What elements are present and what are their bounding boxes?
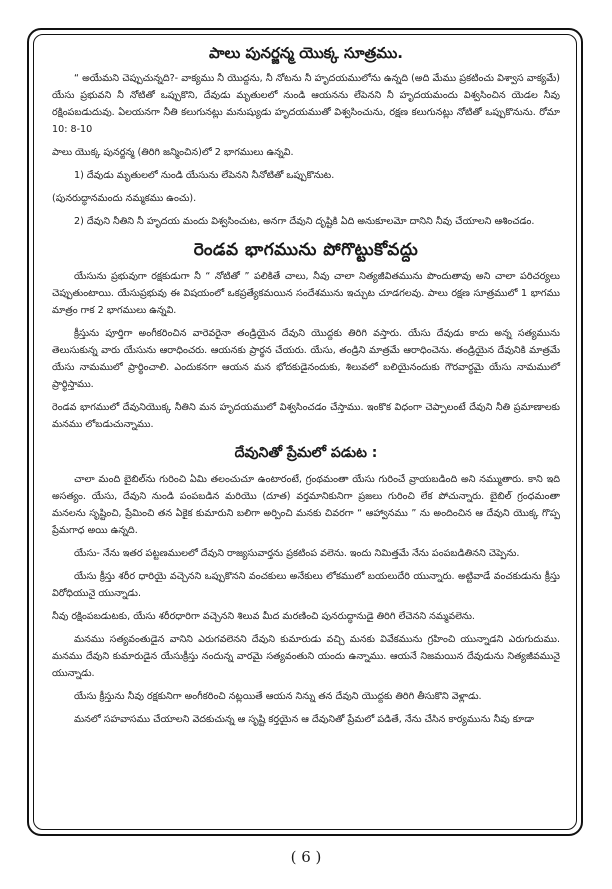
paragraph: మనలో సహవాసము చేయాలని వెదకుచున్న ఆ సృష్టి కర్తయైన ఆ దేవునితో ప్రేమలో పడితే, నేను చేసిన కార్యమును నీవు కూడా [74,714,534,725]
paragraph: మనము సత్యవంతుడైన వానిని ఎరుగవలెనని దేవుని కుమారుడు వచ్చి మనకు వివేకమును గ్రహించి యున్నాడని ఎరుగుదుము. మనము దేవుని కుమారుడైన యేసుక్రీస్తు నందున్న వారమై సత్యవంతుని యందు ఉన్నాము. ఆయనే నిజమయిన దేవుడును నిత్యజీవమునై యున్నాడు. [52,634,560,679]
paragraph: రెండవ భాగములో దేవునియొక్క నీతిని మన హృదయములో విశ్వసించడం చేస్తాము. ఇంకొక విధంగా చెప్పాలంటే దేవుని నీతి ప్రమాణాలకు మనము లోబడుచున్నాము. [52,402,560,430]
page-title: పాలు పునర్జన్మ యొక్క సూత్రము. [209,44,403,62]
paragraph: 1) దేవుడు మృతులలో నుండి యేసును లేపెనని నీనోటితో ఒప్పుకొనుట. [74,170,335,181]
paragraph: నీవు రక్షింపబడుటకు, యేసు శరీరధారిగా వచ్చెనని శిలువ మీద మరణించి పునరుద్ధానుడై తిరిగి లేచెనని నమ్మవలెను. [52,611,475,622]
page-number: ( 6 ) [290,848,322,866]
paragraph: “ అయేమని చెప్పుచున్నది?- వాక్యము నీ యొద్దను, నీ నోటను నీ హృదయములోను ఉన్నది (అది మేము ప్రకటించు విశ్వాస వాక్యమే) యేసు ప్రభువని నీ నోటితో ఒప్పుకొని, దేవుడు మృతులలో నుండి ఆయనను లేపెనని నీ హృదయమందు విశ్వసించిన యెడల నీవు రక్షింపబడుదువు. ఏలయనగా నీతి కలుగునట్లు మనుష్యుడు హృదయముతో విశ్వసించును, రక్షణ కలుగునట్లు నోటితో ఒప్పుకొనును. రోమా 10: 8-10 [52,73,560,135]
paragraph: యేసును ప్రభువుగా రక్షకుడుగా నీ “ నోటితో ” పలికితే చాలు, నీవు చాలా నిత్యజీవితమును పొందుతావు అని చాలా పరిచర్యలు చెప్పుతుంటాయి. యేసుప్రభువు ఈ విషయంలో ఒకప్రత్యేకమయిన సందేశమును ఇచ్చుట చూడగలవు. పాలు రక్షణ సూత్రములో 1 భాగము మాత్రం గాక 2 భాగములు ఉన్నవి. [52,271,560,316]
section-heading: దేవునితో ప్రేమలో పడుట : [234,445,378,461]
paragraph: పాలు యొక్క పునర్జన్మ (తిరిగి జన్మించిన)లో 2 భాగములు ఉన్నవి. [52,147,294,158]
paragraph: క్రీస్తును పూర్తిగా అంగీకరించిన వారెవరైనా తండ్రియైన దేవుని యొద్దకు తిరిగి వస్తారు. యేసు దేవుడు కాదు అన్న సత్యమును తెలుసుకున్న వారు యేసును ఆరాధించరు. ఆయనకు ప్రార్థన చేయరు. యేసు, తండ్రిని మాత్రమే ఆరాధించెను. తండ్రియైన దేవునికి మాత్రమే యేసు నామములో ప్రార్థించాలి. ఎందుకనగా ఆయన మన భోదకుడైనందుకు, శిలువలో బలియైనందుకు గౌరవార్థమై యేసు నామములో ప్రార్థిస్తాము. [52,328,560,390]
paragraph: యేసు క్రీస్తు శరీర ధారియై వచ్చెనని ఒప్పుకొనని వంచకులు అనేకులు లోకములో బయలుదేరి యున్నారు. అట్టివాడే వంచకుడును క్రీస్తు విరోధియునై యున్నాడు. [52,571,560,599]
paragraph: (పునరుద్ధానమందు నమ్మకము ఉంచు). [52,193,197,204]
paragraph: యేసు క్రీస్తును నీవు రక్షకునిగా అంగీకరించి నట్లయితే ఆయన నిన్ను తన దేవుని యొద్దకు తిరిగి తీసుకొని వెళ్లాడు. [74,691,482,702]
section-heading: రెండవ భాగమును పోగొట్టుకోవద్దు [193,240,419,260]
page-content [52,40,560,734]
paragraph: చాలా మంది బైబిల్‌ను గురించి ఏమి తలంచుచూ ఉంటారంటే, గ్రంథమంతా యేసు గురించే వ్రాయబడింది అని నమ్ముతారు. కాని ఇది అసత్యం. యేసు, దేవుని నుండి పంపబడిన మరియొ (దూత) వర్తమానికునిగా ప్రజలు గురించి లేక పోచున్నారు. బైబిల్ గ్రంధమంతా మనలను సృష్టించి, ప్రేమించి తన ఏకైక కుమారుని బలిగా అర్పించి మనకు చివరగా “ ఆహ్వానము ” ను అందించిన ఆ దేవుని యొక్క గొప్ప ప్రేమగాధ అయి ఉన్నది. [52,474,560,536]
paragraph: యేసు- నేను ఇతర పట్టణములలో దేవుని రాజ్యసువార్తను ప్రకటింప వలెను. ఇందు నిమిత్తమే నేను పంపబడితినని చెప్పెను. [74,548,520,559]
paragraph: 2) దేవుని నీతిని నీ హృదయ మందు విశ్వసించుట, అనగా దేవుని దృష్టికి ఏది అనుకూలమో దానిని నీవు చేయాలని ఆశించడం. [74,216,535,227]
